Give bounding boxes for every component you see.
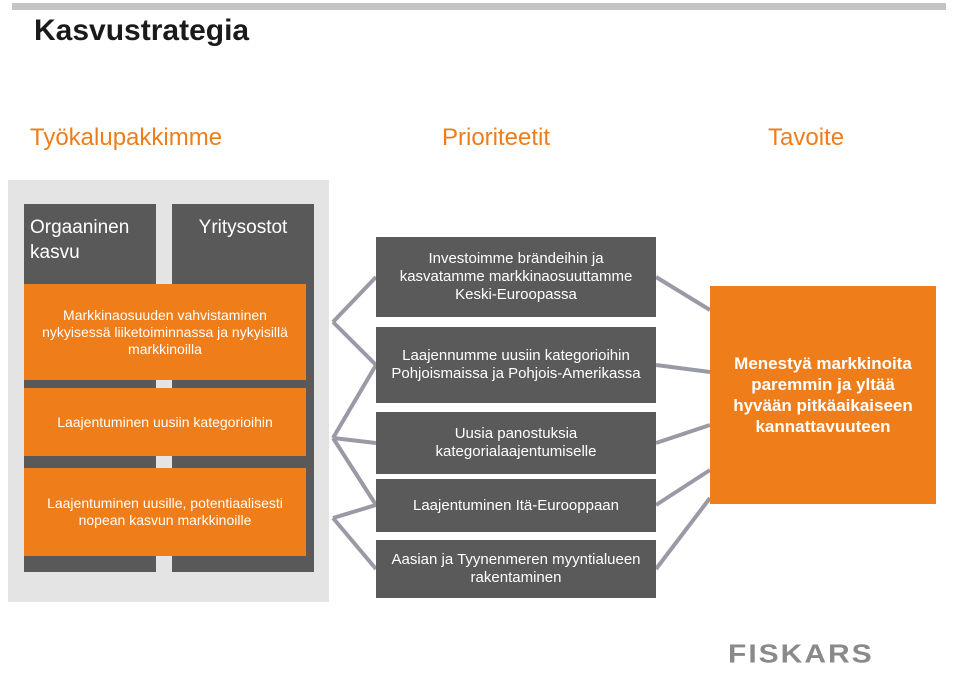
left-connector bbox=[333, 505, 376, 518]
left-connector bbox=[333, 438, 376, 505]
right-connector bbox=[656, 470, 710, 505]
organic-growth-title: Orgaaninen kasvu bbox=[30, 217, 130, 263]
left-connector bbox=[333, 322, 376, 365]
left-connector bbox=[333, 277, 376, 322]
priority-box: Laajentuminen Itä-Eurooppaan bbox=[376, 479, 656, 532]
priority-box: Investoimme brändeihin ja kasvatamme markkinaosuuttamme Keski-Euroopassa bbox=[376, 237, 656, 317]
goal-box: Menestyä markkinoita paremmin ja yltää hyvään pitkäaikaiseen kannattavuuteen bbox=[710, 286, 936, 504]
right-connector bbox=[656, 498, 710, 569]
right-connector bbox=[656, 365, 710, 372]
priority-box: Laajennumme uusiin kategorioihin Pohjoismaissa ja Pohjois-Amerikassa bbox=[376, 327, 656, 403]
column-heading-priorities: Prioriteetit bbox=[442, 124, 551, 151]
fiskars-logo: FISKARS bbox=[728, 640, 874, 669]
left-connector bbox=[333, 518, 376, 569]
column-heading-goal: Tavoite bbox=[768, 124, 845, 151]
left-connector bbox=[333, 365, 376, 438]
right-connector bbox=[656, 425, 710, 443]
page-title: Kasvustrategia bbox=[34, 14, 250, 47]
column-heading-tools: Työkalupakkimme bbox=[30, 124, 223, 151]
tool-box: Laajentuminen uusiin kategorioihin bbox=[24, 388, 306, 456]
left-connector bbox=[333, 438, 376, 443]
priority-box: Aasian ja Tyynenmeren myyntialueen rakentaminen bbox=[376, 540, 656, 598]
right-connector bbox=[656, 277, 710, 310]
priority-box: Uusia panostuksia kategorialaajentumiselle bbox=[376, 412, 656, 474]
acquisitions-title: Yritysostot bbox=[198, 217, 288, 238]
tool-box: Laajentuminen uusille, potentiaalisesti nopean kasvun markkinoille bbox=[24, 468, 306, 556]
tool-box: Markkinaosuuden vahvistaminen nykyisessä liiketoiminnassa ja nykyisillä markkinoilla bbox=[24, 284, 306, 380]
